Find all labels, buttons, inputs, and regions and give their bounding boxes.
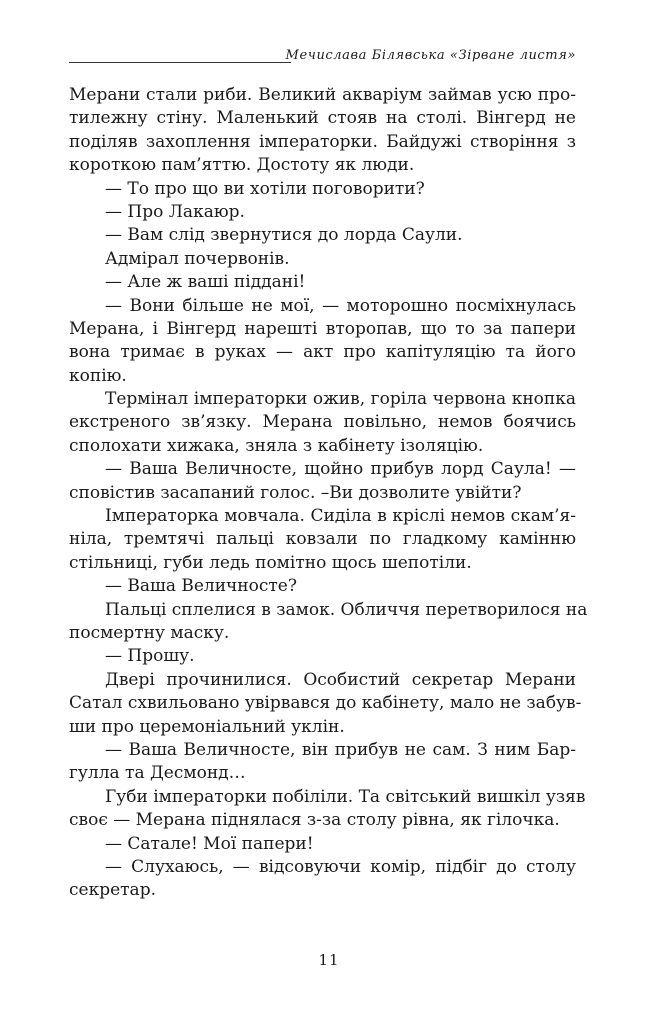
text-line: — Про Лакаюр. xyxy=(105,201,245,222)
text-line: ніла, тремтячі пальці ковзали по гладкому камінню xyxy=(69,529,576,550)
text-line: тилежну стіну. Маленький стояв на столі. Вінгерд не xyxy=(69,108,576,129)
text-line: секретар. xyxy=(69,880,156,901)
text-line: Губи імператорки побіліли. Та світський вишкіл узяв xyxy=(105,786,586,807)
header-rule xyxy=(69,62,291,63)
text-line: короткою пам’яттю. Достоту як люди. xyxy=(69,155,415,176)
text-line: — Але ж ваші піддані! xyxy=(105,272,306,293)
text-line: своє — Мерана піднялася з-за столу рівна, як гілочка. xyxy=(69,810,560,831)
text-line: Двері прочинилися. Особистий секретар Мерани xyxy=(105,669,576,690)
text-line: посмертну маску. xyxy=(69,622,230,643)
text-line: — Ваша Величносте? xyxy=(105,576,297,597)
text-line: Сатал схвильовано увірвався до кабінету, мало не забув- xyxy=(69,693,582,714)
text-line: — Вони більше не мої, — моторошно посміхнулась xyxy=(105,295,576,316)
text-line: — Сатале! Мої папери! xyxy=(105,833,314,854)
text-line: Адмірал почервонів. xyxy=(105,248,290,269)
text-line: вона тримає в руках — акт про капітуляцію та його xyxy=(69,342,576,363)
text-line: сповістив засапаний голос. –Ви дозволите увійти? xyxy=(69,482,522,503)
text-line: гулла та Десмонд… xyxy=(69,763,246,784)
text-line: Термінал імператорки ожив, горіла червона кнопка xyxy=(105,389,576,410)
text-line: Пальці сплелися в замок. Обличчя перетворилося на xyxy=(105,599,588,620)
text-line: копію. xyxy=(69,365,127,386)
text-line: — То про що ви хотіли поговорити? xyxy=(105,178,425,199)
text-line: Імператорка мовчала. Сиділа в кріслі немов скам’я- xyxy=(105,506,576,527)
text-line: — Ваша Величносте, він прибув не сам. З ним Бар- xyxy=(105,739,576,760)
text-line: — Прошу. xyxy=(105,646,195,667)
running-header xyxy=(69,40,576,66)
text-line: — Слухаюсь, — відсовуючи комір, підбіг до столу xyxy=(105,856,576,877)
text-line: сполохати хижака, зняла з кабінету ізоляцію. xyxy=(69,435,484,456)
text-line: ши про церемоніальний уклін. xyxy=(69,716,345,737)
text-line: — Ваша Величносте, щойно прибув лорд Саула! — xyxy=(105,459,576,480)
running-title: Мечислава Білявська «Зірване листя» xyxy=(285,48,576,63)
text-line: Мерана, і Вінгерд нарешті второпав, що то за папери xyxy=(69,318,576,339)
body-text xyxy=(69,84,588,903)
text-line: поділяв захоплення імператорки. Байдужі створіння з xyxy=(69,131,576,152)
text-line: — Вам слід звернутися до лорда Саули. xyxy=(105,225,463,246)
text-line: екстреного зв’язку. Мерана повільно, немов боячись xyxy=(69,412,576,433)
text-line: Мерани стали риби. Великий акваріум займав усю про- xyxy=(69,85,576,105)
text-line: стільниці, губи ледь помітно щось шепотіли. xyxy=(69,552,472,573)
page-number: 11 xyxy=(318,951,340,969)
